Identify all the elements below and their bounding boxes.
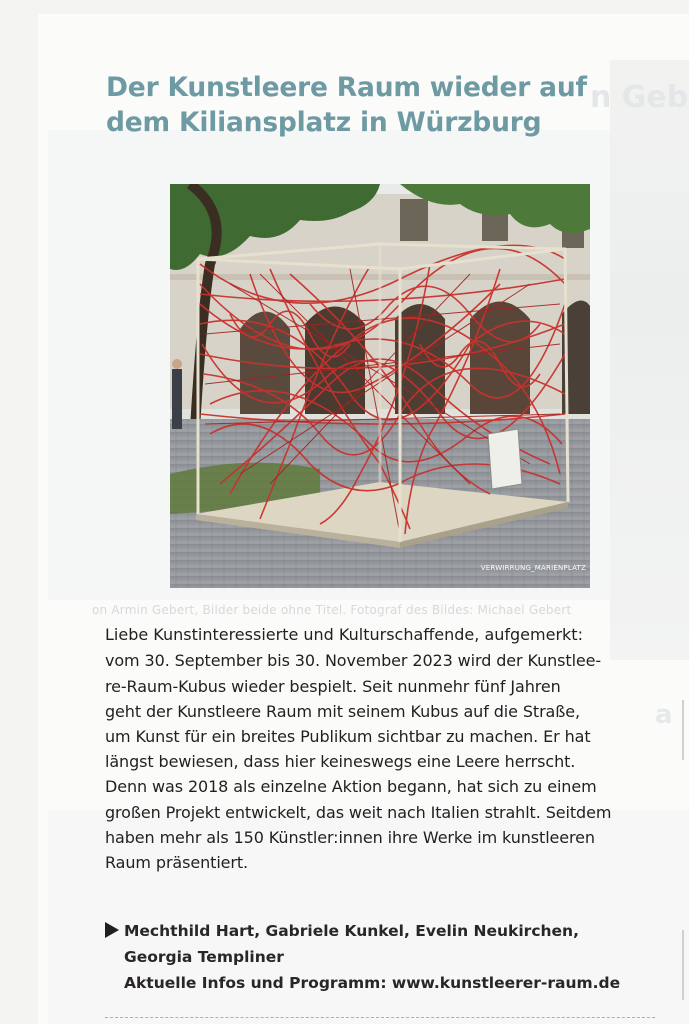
credits-authors: [105, 918, 620, 944]
photo-caption: VERWIRRUNG_MARIENPLATZ: [480, 564, 586, 572]
headline-line: Der Kunstleere Raum wieder auf: [106, 72, 587, 103]
authors-line: Mechthild Hart, Gabriele Kunkel, Evelin Neukirchen,: [124, 922, 579, 940]
show-through-margin: [610, 60, 689, 660]
article-intro: Liebe Kunstinteressierte und Kulturschaffende, aufgemerkt:: [105, 625, 583, 644]
article-headline: [106, 70, 626, 140]
show-through-title-fragment-lower: a: [655, 700, 673, 730]
show-through-title-fragment: n Geb: [590, 80, 689, 115]
show-through-caption: on Armin Gebert, Bilder beide ohne Titel. Fotograf des Bildes: Michael Gebert: [92, 603, 572, 617]
headline-line: dem Kiliansplatz in Würzburg: [106, 107, 542, 138]
article-photo: [170, 184, 590, 588]
body-line: Raum präsentiert.: [105, 853, 249, 872]
body-line: längst bewiesen, dass hier keineswegs eine Leere herrscht.: [105, 752, 576, 771]
triangle-arrow-icon: [105, 922, 119, 938]
body-line: Denn was 2018 als einzelne Aktion begann, hat sich zu einem: [105, 777, 597, 796]
page-edge-mark: [682, 930, 684, 1000]
photo-illustration: [170, 184, 590, 588]
page-edge-mark: [682, 700, 684, 760]
body-line: geht der Kunstleere Raum mit seinem Kubus auf die Straße,: [105, 702, 580, 721]
body-line: großen Projekt entwickelt, das weit nach Italien strahlt. Seitdem: [105, 803, 612, 822]
body-line: um Kunst für ein breites Publikum sichtbar zu machen. Er hat: [105, 727, 591, 746]
info-link-line: Aktuelle Infos und Programm: www.kunstleerer-raum.de: [124, 974, 621, 992]
body-line: vom 30. September bis 30. November 2023 wird der Kunstlee-: [105, 651, 602, 670]
section-divider: [105, 1017, 655, 1018]
body-line: haben mehr als 150 Künstler:innen ihre Werke im kunstleeren: [105, 828, 595, 847]
article-credits: [105, 918, 620, 996]
body-line: re-Raum-Kubus wieder bespielt. Seit nunmehr fünf Jahren: [105, 677, 561, 696]
authors-line: Georgia Templiner: [124, 948, 284, 966]
